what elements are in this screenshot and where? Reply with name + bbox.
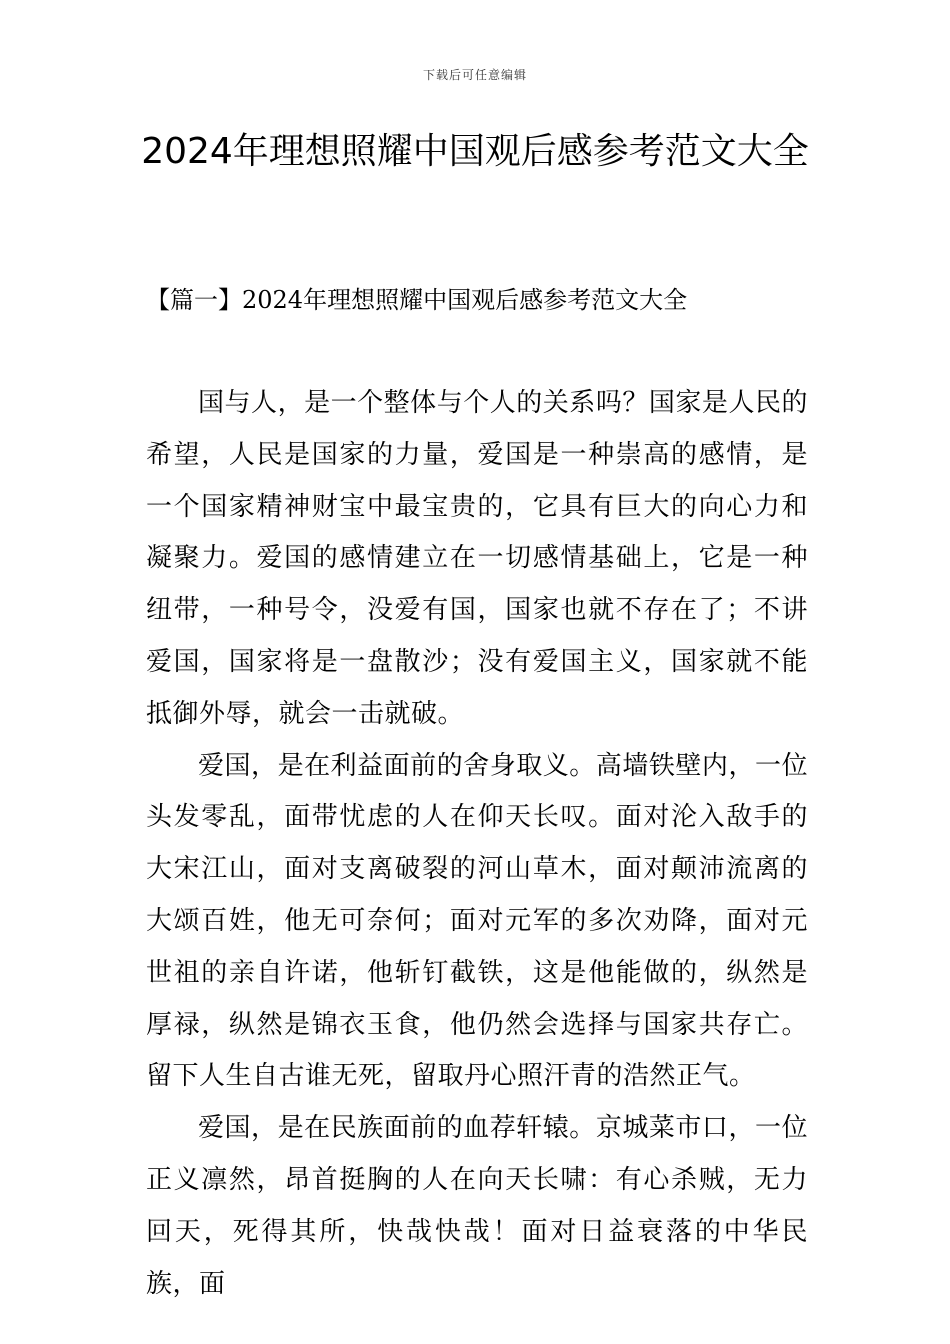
- document-title: 2024年理想照耀中国观后感参考范文大全: [141, 131, 809, 172]
- paragraph: 爱国，是在民族面前的血荐轩辕。京城菜市口，一位正义凛然，昂首挺胸的人在向天长啸：有心杀贼，无力回天，死得其所，快哉快哉！面对日益衰落的中华民族，面: [146, 1113, 808, 1299]
- paragraph: 国与人，是一个整体与个人的关系吗？国家是人民的希望，人民是国家的力量，爱国是一种崇高的感情，是一个国家精神财宝中最宝贵的，它具有巨大的向心力和凝聚力。爱国的感情建立在一切感情基础上，它是一种纽带，一种号令，没爱有国，国家也就不存在了；不讲爱国，国家将是一盘散沙；没有爱国主义，国家就不能抵御外辱，就会一击就破。: [146, 388, 808, 729]
- section-heading: 【篇一】2024年理想照耀中国观后感参考范文大全: [146, 286, 688, 314]
- body-text: [146, 378, 808, 1310]
- header-note: 下载后可任意编辑: [422, 68, 527, 82]
- paragraph: 爱国，是在利益面前的舍身取义。高墙铁壁内，一位头发零乱，面带忧虑的人在仰天长叹。面对沦入敌手的大宋江山，面对支离破裂的河山草木，面对颠沛流离的大颂百姓，他无可奈何；面对元军的多次劝降，面对元世祖的亲自许诺，他斩钉截铁，这是他能做的，纵然是厚禄，纵然是锦衣玉食，他仍然会选择与国家共存亡。留下人生自古谁无死，留取丹心照汗青的浩然正气。: [146, 750, 808, 1092]
